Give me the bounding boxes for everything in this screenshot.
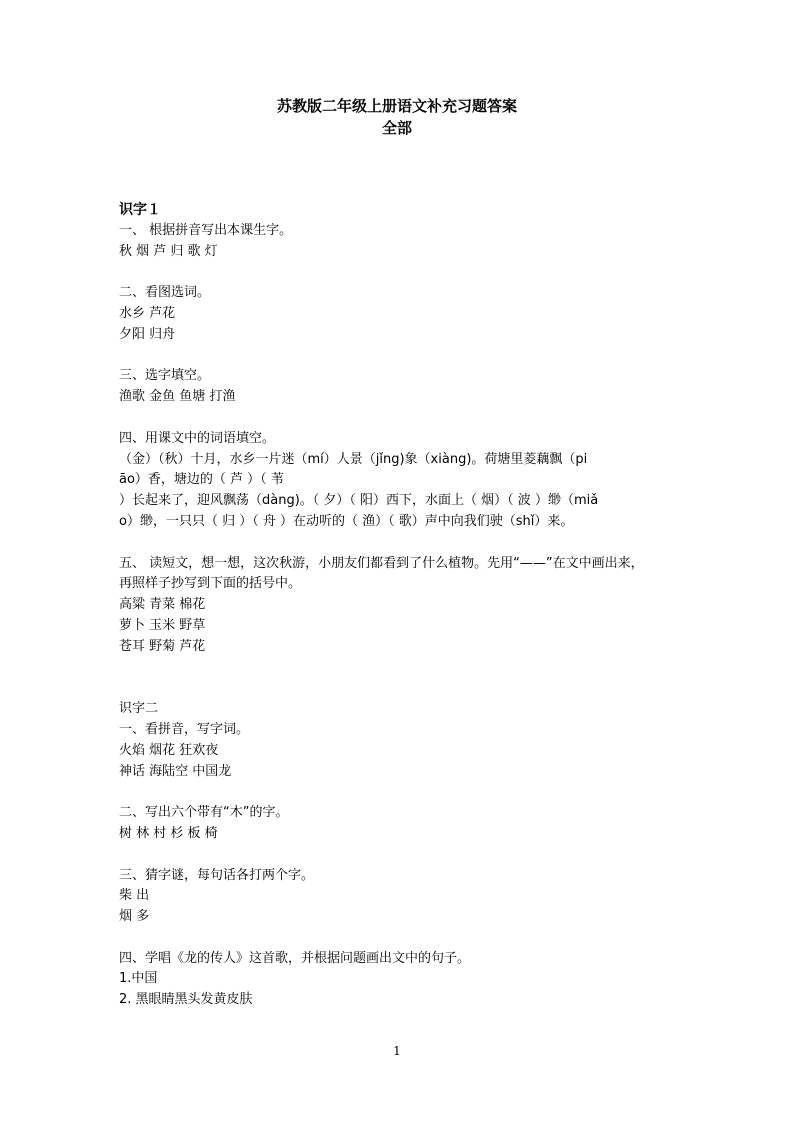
- text-line: 二、写出六个带有“木”的字。: [119, 805, 289, 821]
- text-line: 水乡 芦花: [119, 305, 176, 321]
- blank-line: [119, 658, 679, 679]
- blank-line: [119, 346, 679, 367]
- text-line: 秋 烟 芦 归 歌 灯: [119, 243, 218, 259]
- text-line: 苍耳 野菊 芦花: [119, 638, 206, 654]
- text-line: 神话 海陆空 中国龙: [119, 763, 232, 779]
- text-line: 三、选字填空。: [119, 368, 211, 384]
- text-line: ）长起来了，迎风飘荡（dàng)。（ 夕）（ 阳）西下，水面上（ 烟）（ 波 ）缈（miǎ: [119, 493, 599, 509]
- page-number: 1: [393, 1044, 401, 1058]
- text-line: 1.中国: [119, 971, 158, 987]
- text-line: 渔歌 金鱼 鱼塘 打渔: [119, 389, 236, 405]
- text-line: 四、学唱《龙的传人》这首歌，并根据问题画出文中的句子。: [119, 950, 471, 966]
- text-line: 夕阳 归舟: [119, 326, 176, 342]
- text-line: 四、用课文中的词语填空。: [119, 430, 276, 446]
- section-heading: 识字二: [119, 701, 159, 717]
- text-line: 火焰 烟花 狂欢夜: [119, 742, 219, 758]
- text-line: āo）香，塘边的（ 芦 ）（ 苇: [119, 472, 284, 488]
- blank-line: [119, 533, 679, 554]
- text-line: 树 林 村 杉 板 椅: [119, 825, 218, 841]
- text-line: 一、看拼音，写字词。: [119, 721, 250, 737]
- text-line: 烟 多: [119, 909, 150, 925]
- document-body: [119, 200, 679, 1011]
- blank-line: [119, 928, 679, 949]
- text-line: 高粱 青菜 棉花: [119, 597, 206, 613]
- blank-line: [119, 262, 679, 283]
- blank-line: [119, 782, 679, 803]
- text-line: 2. 黑眼睛黑头发黄皮肤: [119, 992, 253, 1008]
- text-line: 一、 根据拼音写出本课生字。: [119, 222, 293, 238]
- blank-line: [119, 408, 679, 429]
- blank-line: [119, 678, 679, 699]
- text-line: 二、看图选词。: [119, 285, 211, 301]
- text-line: 再照样子抄写到下面的括号中。: [119, 576, 302, 592]
- section-heading: 识字１: [119, 202, 161, 218]
- blank-line: [119, 845, 679, 866]
- document-subtitle: 全部: [381, 119, 412, 137]
- text-line: （金）（秋）十月，水乡一片迷（mí）人景（jǐng)象（xiàng)。荷塘里菱藕飘（pi: [119, 451, 588, 467]
- text-line: 五、 读短文，想一想，这次秋游，小朋友们都看到了什么植物。先用“——”在文中画出来，: [119, 555, 644, 571]
- document-title: 苏教版二年级上册语文补充习题答案: [276, 97, 517, 115]
- text-line: 柴 出: [119, 888, 150, 904]
- text-line: 萝卜 玉米 野草: [119, 617, 206, 633]
- text-line: o）缈，一只只（ 归 ）（ 舟 ）在动听的（ 渔）（ 歌）声中向我们驶（shǐ）来。: [119, 513, 574, 529]
- text-line: 三、猜字谜，每句话各打两个字。: [119, 867, 315, 883]
